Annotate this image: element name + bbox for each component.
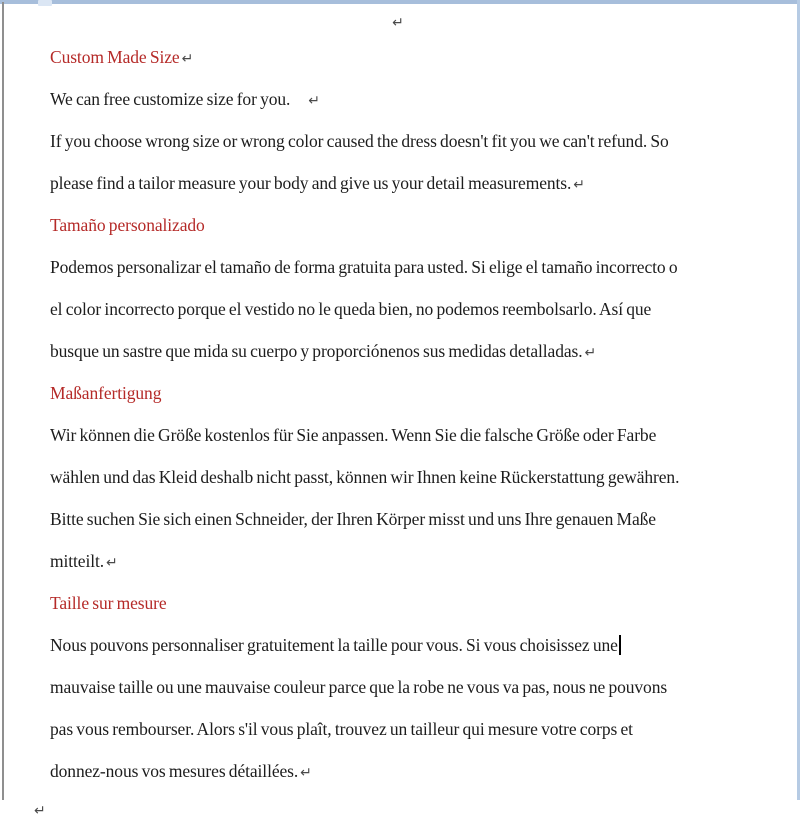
document-page[interactable] [0,6,794,826]
text-line[interactable] [0,288,794,330]
text-line[interactable] [0,708,794,750]
body-text: mauvaise taille ou une mauvaise couleur parce que la robe ne vous va pas, nous ne pouvons [50,676,668,697]
body-text: Nous pouvons personnaliser gratuitement la taille pour vous. Si vous choisissez une [50,634,618,655]
text-line[interactable] [0,792,794,826]
body-text: mitteilt. [50,550,105,571]
paragraph-mark-icon: ↵ [181,51,194,67]
text-line[interactable] [0,414,794,456]
text-line[interactable] [0,456,794,498]
paragraph-mark-icon: ↵ [308,93,320,109]
text-line[interactable] [0,246,794,288]
heading-line[interactable] [0,582,794,624]
text-line[interactable] [0,540,794,582]
paragraph-mark-icon: ↵ [300,765,312,781]
text-line[interactable] [0,120,794,162]
paragraph-mark-icon: ↵ [34,803,46,819]
paragraph-mark-icon: ↵ [106,555,118,571]
text-line[interactable] [0,750,794,792]
body-text: please find a tailor measure your body and give us your detail measurements. [50,172,572,193]
body-text: busque un sastre que mida su cuerpo y proporciónenos sus medidas detalladas. [50,340,583,361]
heading-text: Tamaño personalizado [50,214,205,235]
heading-text: Custom Made Size [50,46,180,67]
body-text: Podemos personalizar el tamaño de forma gratuita para usted. Si elige el tamaño incorrecto o [50,256,678,277]
body-text: Bitte suchen Sie sich einen Schneider, der Ihren Körper misst und uns Ihre genauen Maße [50,508,656,529]
text-line[interactable] [0,666,794,708]
body-text: donnez-nous vos mesures détaillées. [50,760,299,781]
text-line[interactable] [0,498,794,540]
body-text: wählen und das Kleid deshalb nicht passt, können wir Ihnen keine Rückerstattung gewähren. [50,466,680,487]
body-text: pas vous rembourser. Alors s'il vous plaît, trouvez un tailleur qui mesure votre corps et [50,718,633,739]
paragraph-mark-icon: ↵ [392,15,404,31]
text-line[interactable] [0,624,794,666]
text-line[interactable] [0,78,794,120]
paragraph-mark-icon: ↵ [584,345,597,361]
heading-line[interactable] [0,372,794,414]
heading-line[interactable] [0,204,794,246]
body-text: If you choose wrong size or wrong color caused the dress doesn't fit you we can't refund. So [50,130,669,151]
body-text: We can free customize size for you. [50,88,291,109]
body-text: el color incorrecto porque el vestido no le queda bien, no podemos reembolsarlo. Así que [50,298,652,319]
text-cursor [619,635,621,655]
heading-text: Taille sur mesure [50,592,167,613]
heading-line[interactable] [0,36,794,78]
text-line[interactable] [0,330,794,372]
body-text: Wir können die Größe kostenlos für Sie anpassen. Wenn Sie die falsche Größe oder Farbe [50,424,657,445]
text-line[interactable] [0,162,794,204]
text-line[interactable] [0,6,794,36]
heading-text: Maßanfertigung [50,382,162,403]
paragraph-mark-icon: ↵ [573,177,585,193]
window-top-edge [0,0,800,4]
